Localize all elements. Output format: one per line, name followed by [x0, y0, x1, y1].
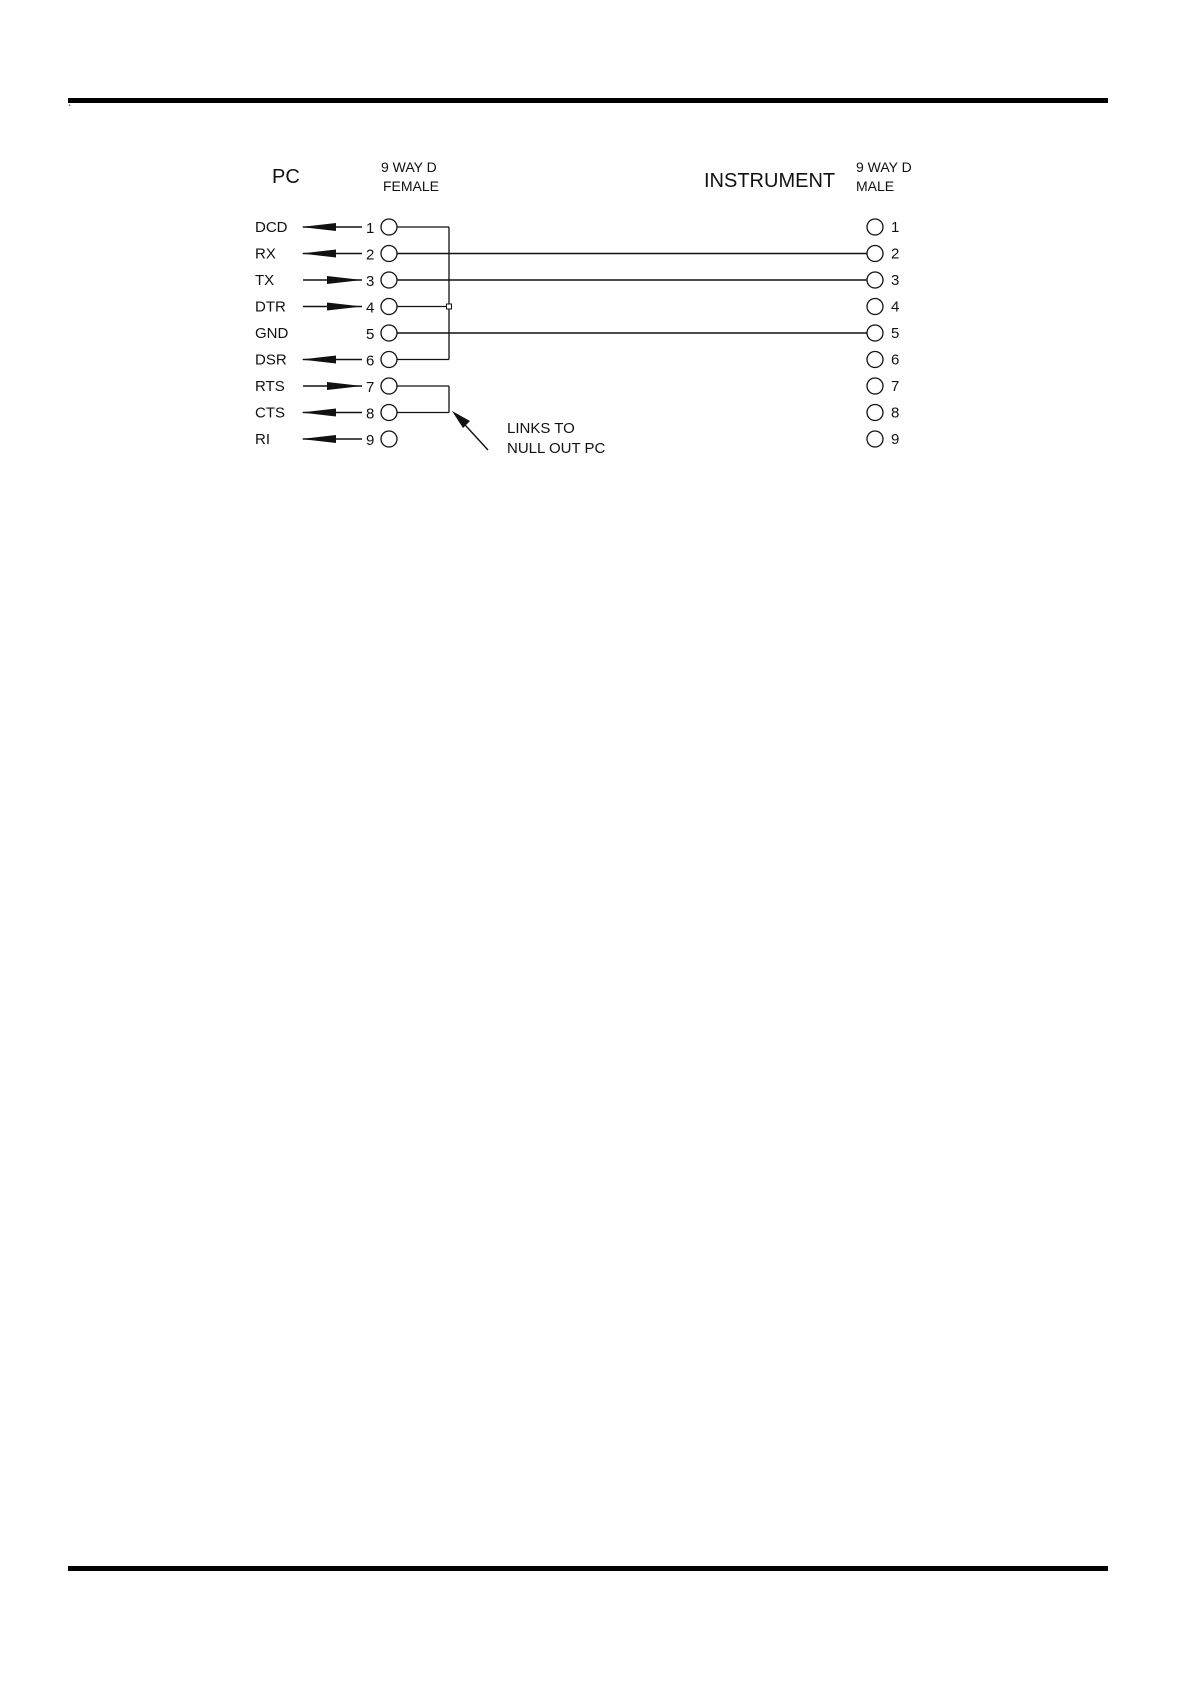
- instrument-pin-number: 9: [891, 431, 900, 448]
- pc-pin-socket: [381, 299, 397, 315]
- pc-signal-label: RI: [255, 431, 270, 448]
- pc-signal-label: DTR: [255, 298, 286, 316]
- arrow-left-icon: [301, 409, 336, 417]
- instrument-pin-socket: [867, 272, 883, 288]
- instrument-pin-number: 4: [891, 298, 900, 316]
- instrument-connector-line2: MALE: [856, 178, 895, 194]
- arrow-left-icon: [301, 250, 336, 258]
- instrument-pin-socket: [867, 299, 883, 315]
- pc-pin-number: 8: [366, 405, 375, 423]
- instrument-pin-number: 5: [891, 325, 900, 342]
- instrument-title: INSTRUMENT: [704, 170, 836, 192]
- instrument-pin-number: 6: [891, 351, 900, 369]
- instrument-pin-socket: [867, 219, 883, 235]
- instrument-connector-line1: 9 WAY D: [856, 159, 912, 175]
- note-arrowhead: [452, 411, 470, 428]
- corner-mark: `: [68, 104, 72, 115]
- pc-pin-number: 5: [366, 326, 375, 343]
- pc-signal-label: GND: [255, 325, 289, 342]
- pc-signal-label: RX: [255, 245, 276, 263]
- instrument-pin-number: 7: [891, 378, 900, 395]
- instrument-pin-socket: [867, 246, 883, 262]
- note-line2: NULL OUT PC: [507, 440, 606, 457]
- rs232-wiring-diagram: [0, 0, 1192, 480]
- pc-pin-number: 6: [366, 352, 375, 370]
- pc-connector-line2: FEMALE: [383, 178, 440, 194]
- pc-pin-number: 4: [366, 299, 375, 317]
- instrument-pin-socket: [867, 325, 883, 341]
- instrument-pin-socket: [867, 378, 883, 394]
- instrument-pin-number: 3: [891, 272, 900, 289]
- arrow-right-icon: [327, 303, 362, 311]
- pc-connector-line1: 9 WAY D: [381, 159, 437, 175]
- pc-pin-number: 2: [366, 246, 375, 264]
- bottom-rule: [68, 1566, 1108, 1571]
- pc-pin-socket: [381, 325, 397, 341]
- pc-pin-socket: [381, 352, 397, 368]
- note-line1: LINKS TO: [507, 420, 575, 437]
- pc-pin-socket: [381, 431, 397, 447]
- instrument-pin-number: 1: [891, 219, 900, 236]
- junction-dot: [447, 304, 452, 309]
- arrow-left-icon: [301, 435, 336, 443]
- pc-pin-socket: [381, 219, 397, 235]
- arrow-left-icon: [301, 223, 336, 231]
- instrument-pin-socket: [867, 405, 883, 421]
- pc-signal-label: CTS: [255, 404, 285, 422]
- instrument-pin-socket: [867, 352, 883, 368]
- pc-pin-socket: [381, 378, 397, 394]
- arrow-right-icon: [327, 382, 362, 390]
- arrow-right-icon: [327, 276, 362, 284]
- pc-signal-label: TX: [255, 272, 275, 289]
- arrow-left-icon: [301, 356, 336, 364]
- pc-title: PC: [272, 166, 300, 188]
- pc-pin-number: 9: [366, 432, 375, 449]
- pc-signal-label: DSR: [255, 351, 287, 369]
- pc-pin-number: 3: [366, 273, 375, 290]
- instrument-pin-socket: [867, 431, 883, 447]
- pc-pin-number: 7: [366, 379, 375, 396]
- instrument-pin-number: 8: [891, 404, 900, 422]
- pc-pin-socket: [381, 272, 397, 288]
- pc-signal-label: DCD: [255, 219, 288, 236]
- instrument-pin-number: 2: [891, 245, 900, 263]
- pc-signal-label: RTS: [255, 378, 285, 395]
- pc-pin-socket: [381, 246, 397, 262]
- pc-pin-socket: [381, 405, 397, 421]
- pc-pin-number: 1: [366, 220, 375, 237]
